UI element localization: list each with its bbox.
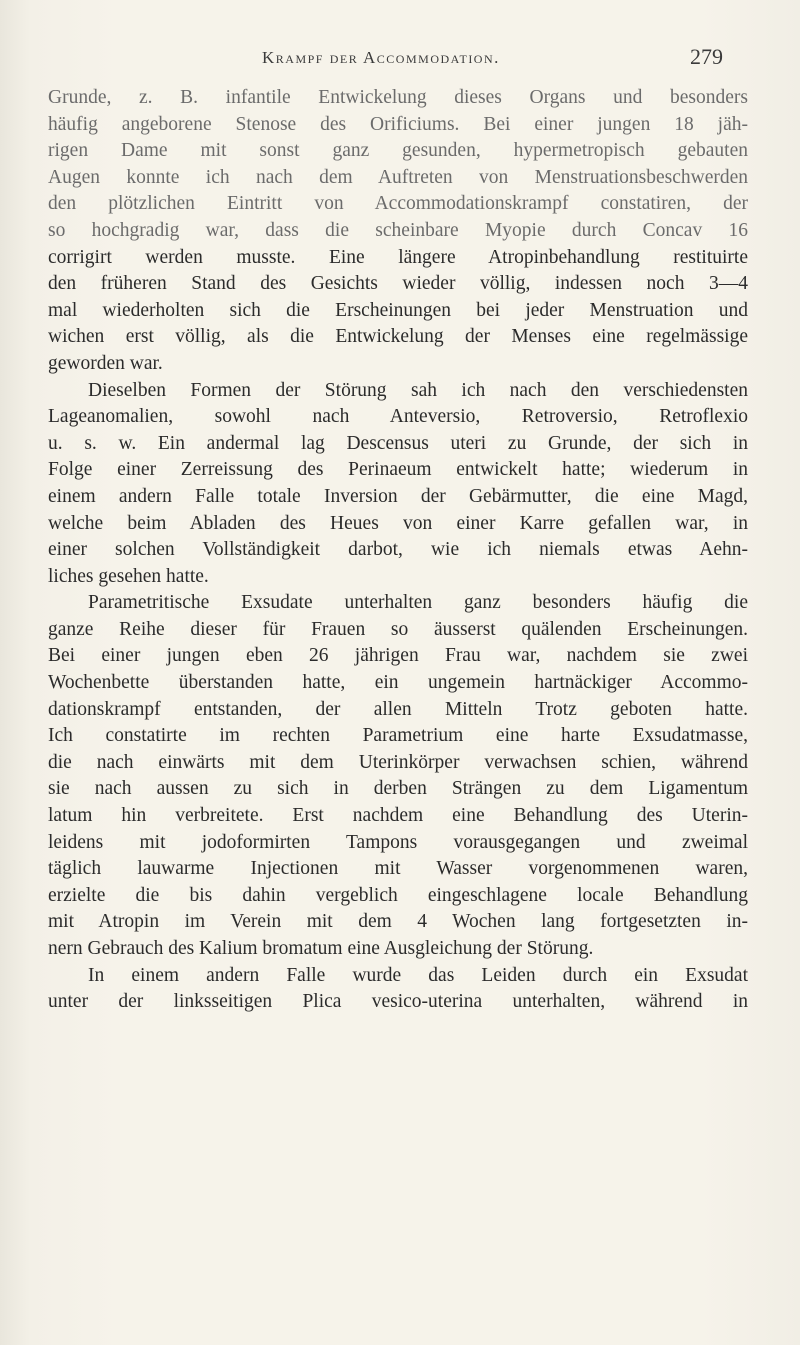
- text-line: u. s. w. Ein andermal lag Descensus uteri zu Grunde, der sich in: [48, 432, 748, 454]
- text-line: Augen konnte ich nach dem Auftreten von Menstruationsbeschwerden: [48, 166, 748, 188]
- running-head-title: Krampf der Accommodation.: [262, 48, 500, 67]
- page-number: 279: [690, 44, 723, 69]
- text-line: so hochgradig war, dass die scheinbare Myopie durch Concav 16: [48, 219, 748, 241]
- text-line: täglich lauwarme Injectionen mit Wasser vorgenommenen waren,: [48, 858, 748, 880]
- paragraph-start-line: In einem andern Falle wurde das Leiden durch ein Exsudat: [88, 964, 748, 986]
- text-line: erzielte die bis dahin vergeblich eingeschlagene locale Behandlung: [48, 884, 748, 906]
- paragraph-end-line: liches gesehen hatte.: [48, 565, 209, 587]
- text-line: Grunde, z. B. infantile Entwickelung dieses Organs und besonders: [48, 87, 748, 108]
- text-line: den plötzlichen Eintritt von Accommodationskrampf constatiren, der: [48, 193, 748, 215]
- text-line: Ich constatirte im rechten Parametrium eine harte Exsudatmasse,: [48, 725, 748, 747]
- text-line: corrigirt werden musste. Eine längere Atropinbehandlung restituirte: [48, 246, 748, 268]
- text-line: häufig angeborene Stenose des Orificiums. Bei einer jungen 18 jäh-: [48, 113, 748, 135]
- text-line: Wochenbette überstanden hatte, ein ungemein hartnäckiger Accommo-: [48, 672, 748, 694]
- text-line: sie nach aussen zu sich in derben Strängen zu dem Ligamentum: [48, 778, 748, 800]
- paragraph-end-line: geworden war.: [48, 352, 163, 374]
- paragraph-start-line: Parametritische Exsudate unterhalten ganz besonders häufig die: [88, 592, 748, 614]
- text-line: rigen Dame mit sonst ganz gesunden, hypermetropisch gebauten: [48, 140, 748, 162]
- paragraph-end-line: nern Gebrauch des Kalium bromatum eine Ausgleichung der Störung.: [48, 938, 594, 959]
- body-text: [48, 85, 748, 1016]
- text-line: latum hin verbreitete. Erst nachdem eine Behandlung des Uterin-: [48, 805, 748, 827]
- text-line: Folge einer Zerreissung des Perinaeum entwickelt hatte; wiederum in: [48, 459, 748, 481]
- text-line: mal wiederholten sich die Erscheinungen bei jeder Menstruation und: [48, 299, 748, 321]
- text-line: wichen erst völlig, als die Entwickelung der Menses eine regelmässige: [48, 326, 748, 348]
- text-line: Bei einer jungen eben 26 jährigen Frau war, nachdem sie zwei: [48, 645, 748, 667]
- text-line: welche beim Abladen des Heues von einer Karre gefallen war, in: [48, 512, 748, 534]
- text-line: den früheren Stand des Gesichts wieder völlig, indessen noch 3—4: [48, 273, 748, 295]
- text-line: ganze Reihe dieser für Frauen so äusserst quälenden Erscheinungen.: [48, 618, 748, 640]
- text-line: Lageanomalien, sowohl nach Anteversio, Retroversio, Retroflexio: [48, 406, 748, 428]
- text-line: einem andern Falle totale Inversion der Gebärmutter, die eine Magd,: [48, 485, 748, 507]
- text-line: unter der linksseitigen Plica vesico-uterina unterhalten, während in: [48, 991, 748, 1013]
- paragraph-start-line: Dieselben Formen der Störung sah ich nach den verschiedensten: [88, 379, 748, 401]
- running-head: [0, 44, 800, 74]
- text-line: einer solchen Vollständigkeit darbot, wie ich niemals etwas Aehn-: [48, 539, 748, 561]
- text-line: leidens mit jodoformirten Tampons vorausgegangen und zweimal: [48, 831, 748, 853]
- text-line: mit Atropin im Verein mit dem 4 Wochen lang fortgesetzten in-: [48, 911, 748, 933]
- text-line: die nach einwärts mit dem Uterinkörper verwachsen schien, während: [48, 751, 748, 773]
- text-line: dationskrampf entstanden, der allen Mitteln Trotz geboten hatte.: [48, 698, 748, 720]
